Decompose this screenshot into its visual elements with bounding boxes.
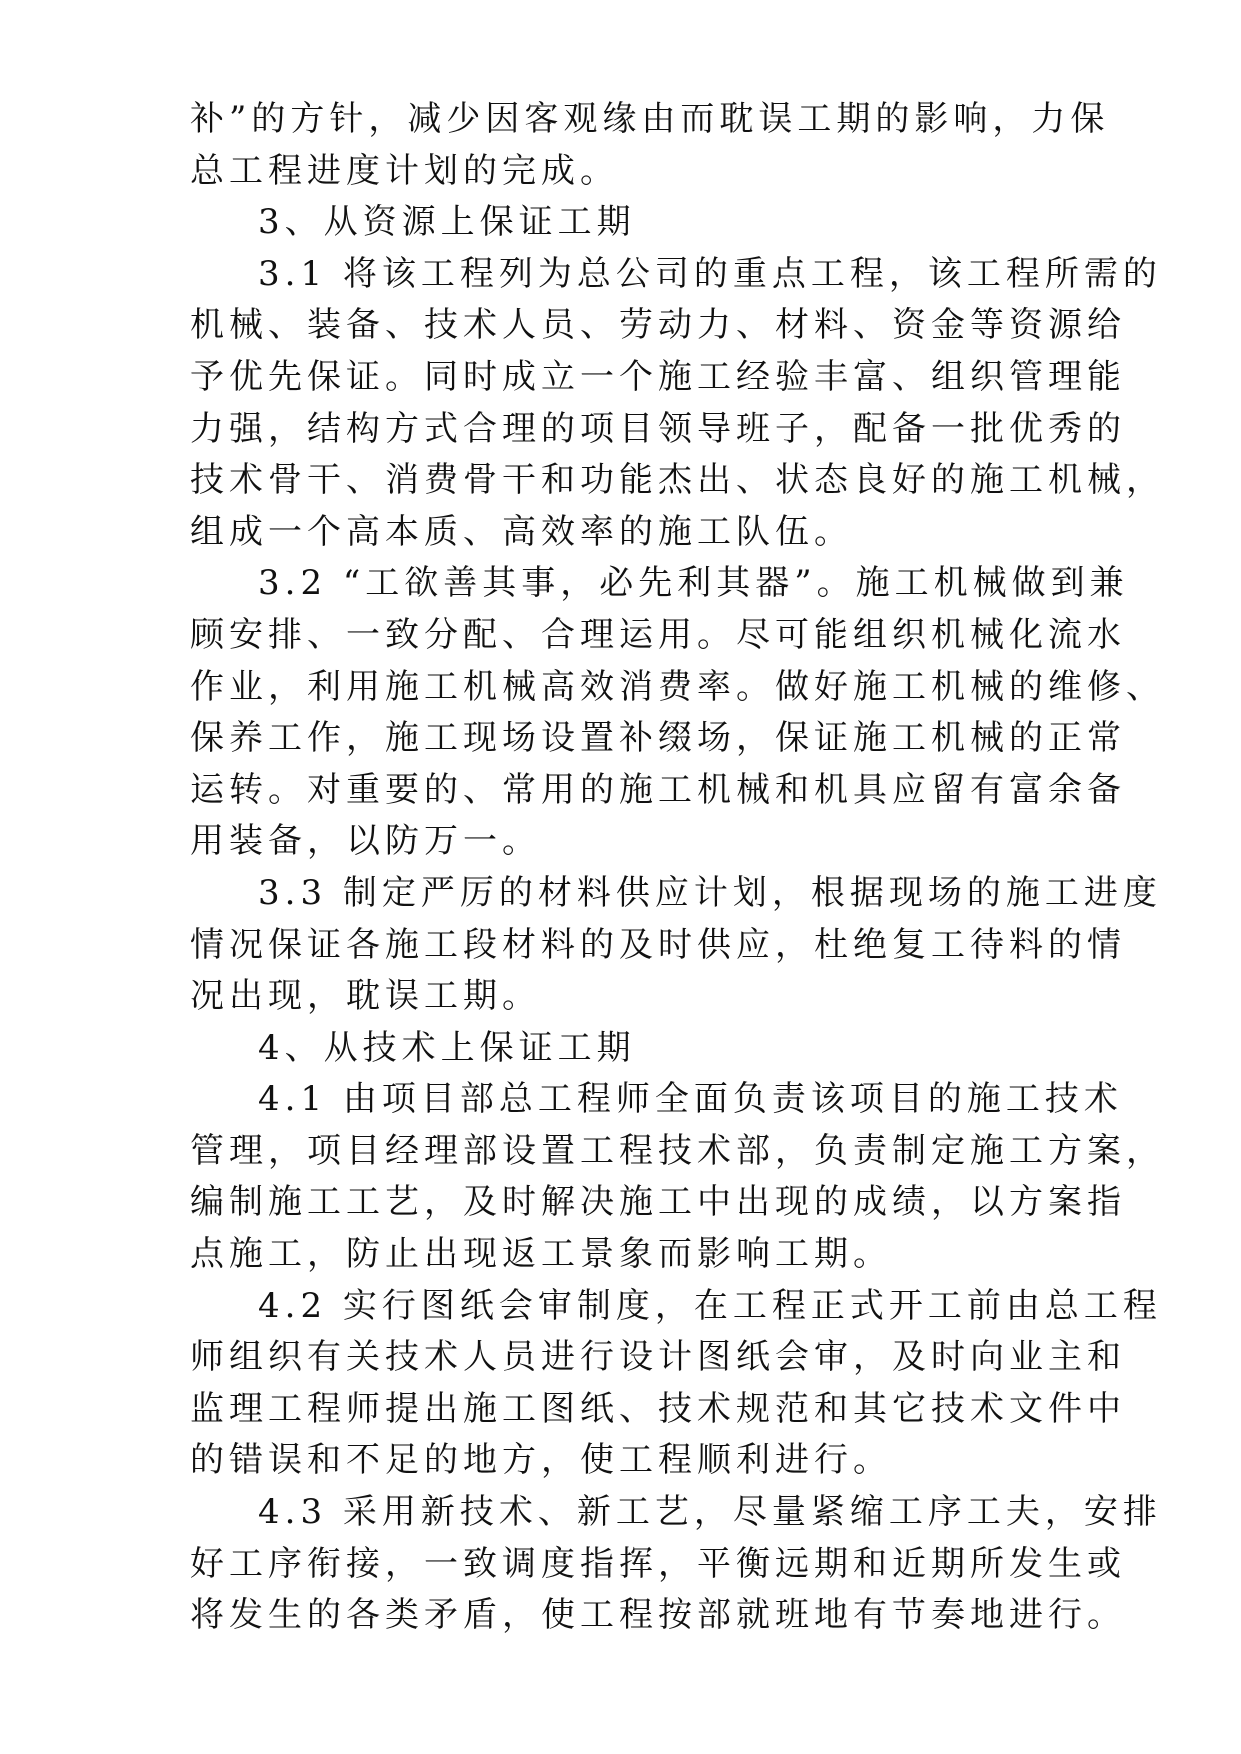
- text-line: 组成一个高本质、高效率的施工队伍。: [190, 511, 853, 552]
- text-line: 将发生的各类矛盾，使工程按部就班地有节奏地进行。: [190, 1595, 1126, 1636]
- paragraph-3-3-start: 3.3 制定严厉的材料供应计划，根据现场的施工进度: [258, 872, 1162, 913]
- paragraph-3-1-start: 3.1 将该工程列为总公司的重点工程，该工程所需的: [258, 253, 1162, 294]
- text-line: 力强，结构方式合理的项目领导班子，配备一批优秀的: [190, 408, 1126, 449]
- paragraph-3-2-start: 3.2 “工欲善其事，必先利其器”。施工机械做到兼: [258, 563, 1129, 604]
- paragraph-4-2-start: 4.2 实行图纸会审制度，在工程正式开工前由总工程: [258, 1285, 1162, 1326]
- text-line: 顾安排、一致分配、合理运用。尽可能组织机械化流水: [190, 614, 1126, 655]
- text-line: 管理，项目经理部设置工程技术部，负责制定施工方案，: [190, 1130, 1165, 1171]
- text-line: 情况保证各施工段材料的及时供应，杜绝复工待料的情: [190, 924, 1126, 965]
- text-line: 保养工作，施工现场设置补缀场，保证施工机械的正常: [190, 718, 1126, 759]
- text-line: 好工序衔接，一致调度指挥，平衡远期和近期所发生或: [190, 1543, 1126, 1584]
- paragraph-4-1-start: 4.1 由项目部总工程师全面负责该项目的施工技术: [258, 1079, 1123, 1120]
- text-line: 况出现，耽误工期。: [190, 976, 541, 1017]
- text-line: 补”的方针，减少因客观缘由而耽误工期的影响，力保: [190, 99, 1110, 139]
- text-line: 的错误和不足的地方，使工程顺利进行。: [190, 1440, 892, 1481]
- body-text: [190, 94, 1165, 1642]
- text-line: 点施工，防止出现返工景象而影响工期。: [190, 1234, 892, 1275]
- text-line: 运转。对重要的、常用的施工机械和机具应留有富余备: [190, 769, 1126, 810]
- text-line: 师组织有关技术人员进行设计图纸会审，及时向业主和: [190, 1337, 1126, 1378]
- text-line: 总工程进度计划的完成。: [190, 150, 619, 191]
- text-line: 用装备，以防万一。: [190, 821, 541, 862]
- text-line: 予优先保证。同时成立一个施工经验丰富、组织管理能: [190, 356, 1126, 397]
- text-line: 机械、装备、技术人员、劳动力、材料、资金等资源给: [190, 305, 1126, 346]
- text-line: 监理工程师提出施工图纸、技术规范和其它技术文件中: [190, 1388, 1126, 1429]
- text-line: 技术骨干、消费骨干和功能杰出、状态良好的施工机械，: [190, 460, 1165, 501]
- section-heading-4: 4、从技术上保证工期: [258, 1027, 636, 1068]
- text-line: 编制施工工艺，及时解决施工中出现的成绩，以方案指: [190, 1182, 1126, 1223]
- paragraph-4-3-start: 4.3 采用新技术、新工艺，尽量紧缩工序工夫，安排: [258, 1492, 1162, 1533]
- section-heading-3: 3、从资源上保证工期: [258, 202, 636, 243]
- text-line: 作业，利用施工机械高效消费率。做好施工机械的维修、: [190, 666, 1165, 707]
